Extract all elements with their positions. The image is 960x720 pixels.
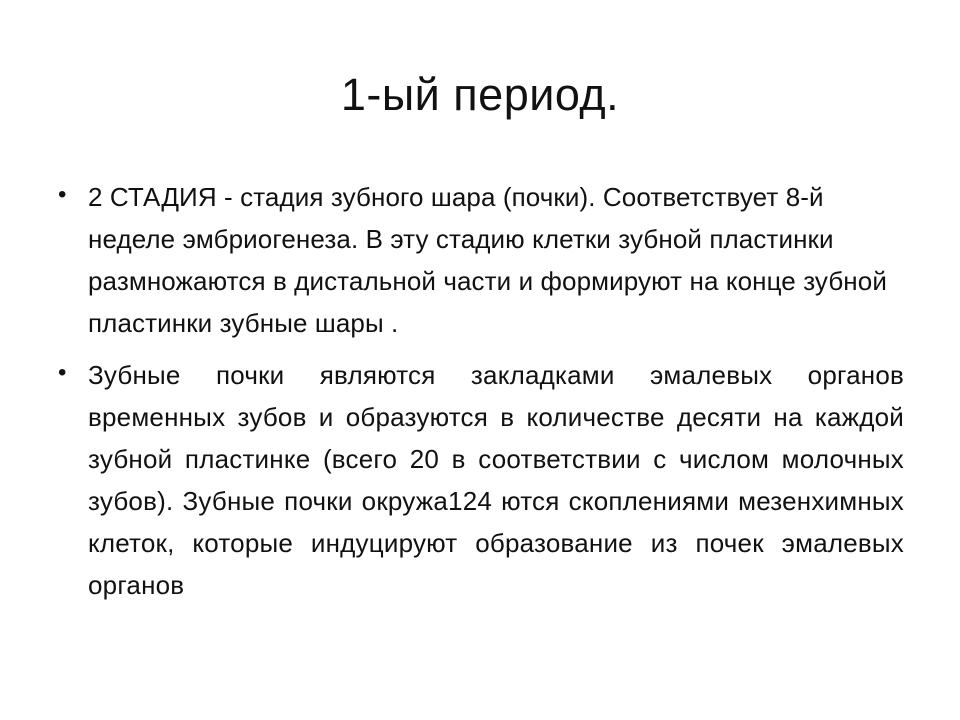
- bullet-item: [58, 354, 904, 606]
- slide-title: 1-ый период.: [340, 69, 620, 120]
- bullet-text: Зубные почки являются закладками эмалевых органов временных зубов и образуются в количестве десяти на каждой зубной пластинке (всего 20 в соответствии с числом молочных зубов). Зубные почки окружа124 ются скоплениями мезенхимных клеток, которые индуцируют образование из почек эмалевых органов: [88, 360, 904, 600]
- bullet-text: 2 СТАДИЯ - стадия зубного шара (почки). Соответствует 8-й неделе эмбриогенеза. В эту стадию клетки зубной пластинки размножаются в дистальной части и формируют на конце зубной пластинки зубные шары .: [88, 182, 887, 338]
- bullet-item: [58, 176, 904, 344]
- bullet-marker: •: [58, 181, 67, 208]
- bullet-marker: •: [58, 359, 67, 386]
- slide-content: [58, 176, 904, 606]
